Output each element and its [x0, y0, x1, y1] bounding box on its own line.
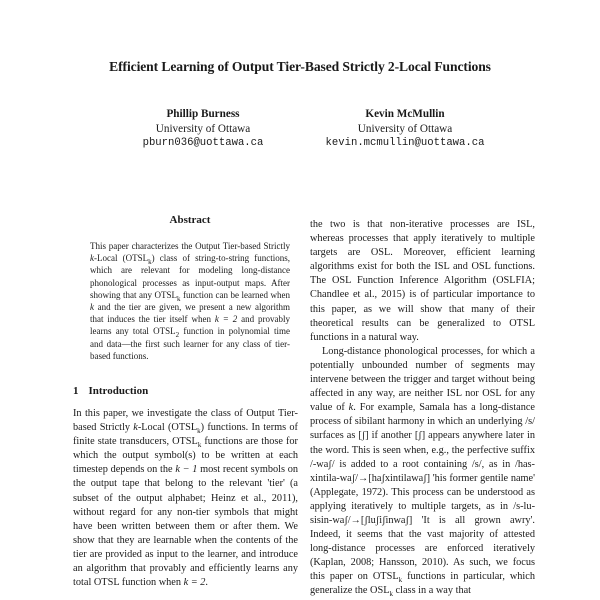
paper-title: Efficient Learning of Output Tier-Based Strictly 2-Local Functions	[109, 59, 491, 74]
abstract-body: This paper characterizes the Output Tier-based Strictly k-Local $(OTSL_k)$ class of string-to-string functions, which are relevant for modeling long-distance phonological processes as input-output maps. After showing that any $OTSL_k$ function can be learned when k and the tier are given, we present a new algorithm that induces the tier itself when k = 2 and provably learns any total $OTSL_2$ function in polynomial time and data—the first such learner for any class of tier-based functions.	[90, 241, 290, 361]
section-title: Introduction	[88, 385, 149, 397]
author-email[interactable]: pburn036@uottawa.ca	[142, 137, 264, 149]
section-number: 1	[73, 385, 79, 397]
author-affiliation: University of Ottawa	[155, 122, 251, 135]
author-name: Phillip Burness	[166, 108, 240, 120]
section-heading-introduction	[73, 385, 158, 397]
author-name: Kevin McMullin	[365, 108, 445, 120]
author-block-1	[118, 107, 288, 151]
right-column	[310, 218, 535, 599]
introduction-paragraph: In this paper, we investigate the class of Output Tier-based Strictly k-Local $(OTSL_k)$ functions. In terms of finite state transducers, $OTSL_k$ functions are those for which the output symbol(s) to be written at each timestep depends on the k − 1 most recent symbols on the output tape that belong to the relevant 'tier' (a subset of the output alphabet; Heinz et al., 2011), without regard for any non-tier symbols that might have been written between them or after them. We show that they are learnable when the contents of the tier are provided as input to the learner, and introduce an algorithm that provably and efficiently learns any total OTSL function when k = 2.	[73, 408, 298, 589]
body-paragraph: Long-distance phonological processes, for which a potentially unbounded number of segments may intervene between the trigger and target without being affected in any way, are neither ISL nor OSL for any value of k. For example, Samala has a long-distance process of sibilant harmony in which an underlying /s/ surfaces as [ʃ] if another [ʃ] appears anywhere later in the word. This is seen when, e.g., the perfective suffix /-waʃ/ is added to a root containing /s/, as in /has-xintila-waʃ/→[haʃxintilawaʃ] 'his former gentile name' (Applegate, 1972). This process can be understood as applying iteratively to multiple targets, as in /s-lu-sisin-waʃ/→[ʃluʃiʃinwaʃ] 'It is all grown awry'. Indeed, it seems that the vast majority of attested long-distance processes are enforced iteratively (Kaplan, 2008; Hansson, 2010). As such, we focus this paper on $OTSL_k$ functions in particular, which generalize the $OSL_k$ class in a way that	[310, 345, 535, 599]
author-block-2	[305, 107, 505, 151]
author-affiliation: University of Ottawa	[357, 122, 453, 135]
abstract-heading: Abstract	[169, 214, 211, 226]
author-email[interactable]: kevin.mcmullin@uottawa.ca	[325, 137, 485, 149]
body-paragraph: the two is that non-iterative processes are ISL, whereas processes that apply iteratively to multiple targets are OSL. Moreover, efficient learning algorithms exist for both the ISL and OSL functions. The OSL Function Inference Algorithm (OSLFIA; Chandlee et al., 2015) is of particular importance to this paper, as we will show that many of their theoretical results can be generalized to OTSL functions in a natural way.	[310, 219, 535, 343]
